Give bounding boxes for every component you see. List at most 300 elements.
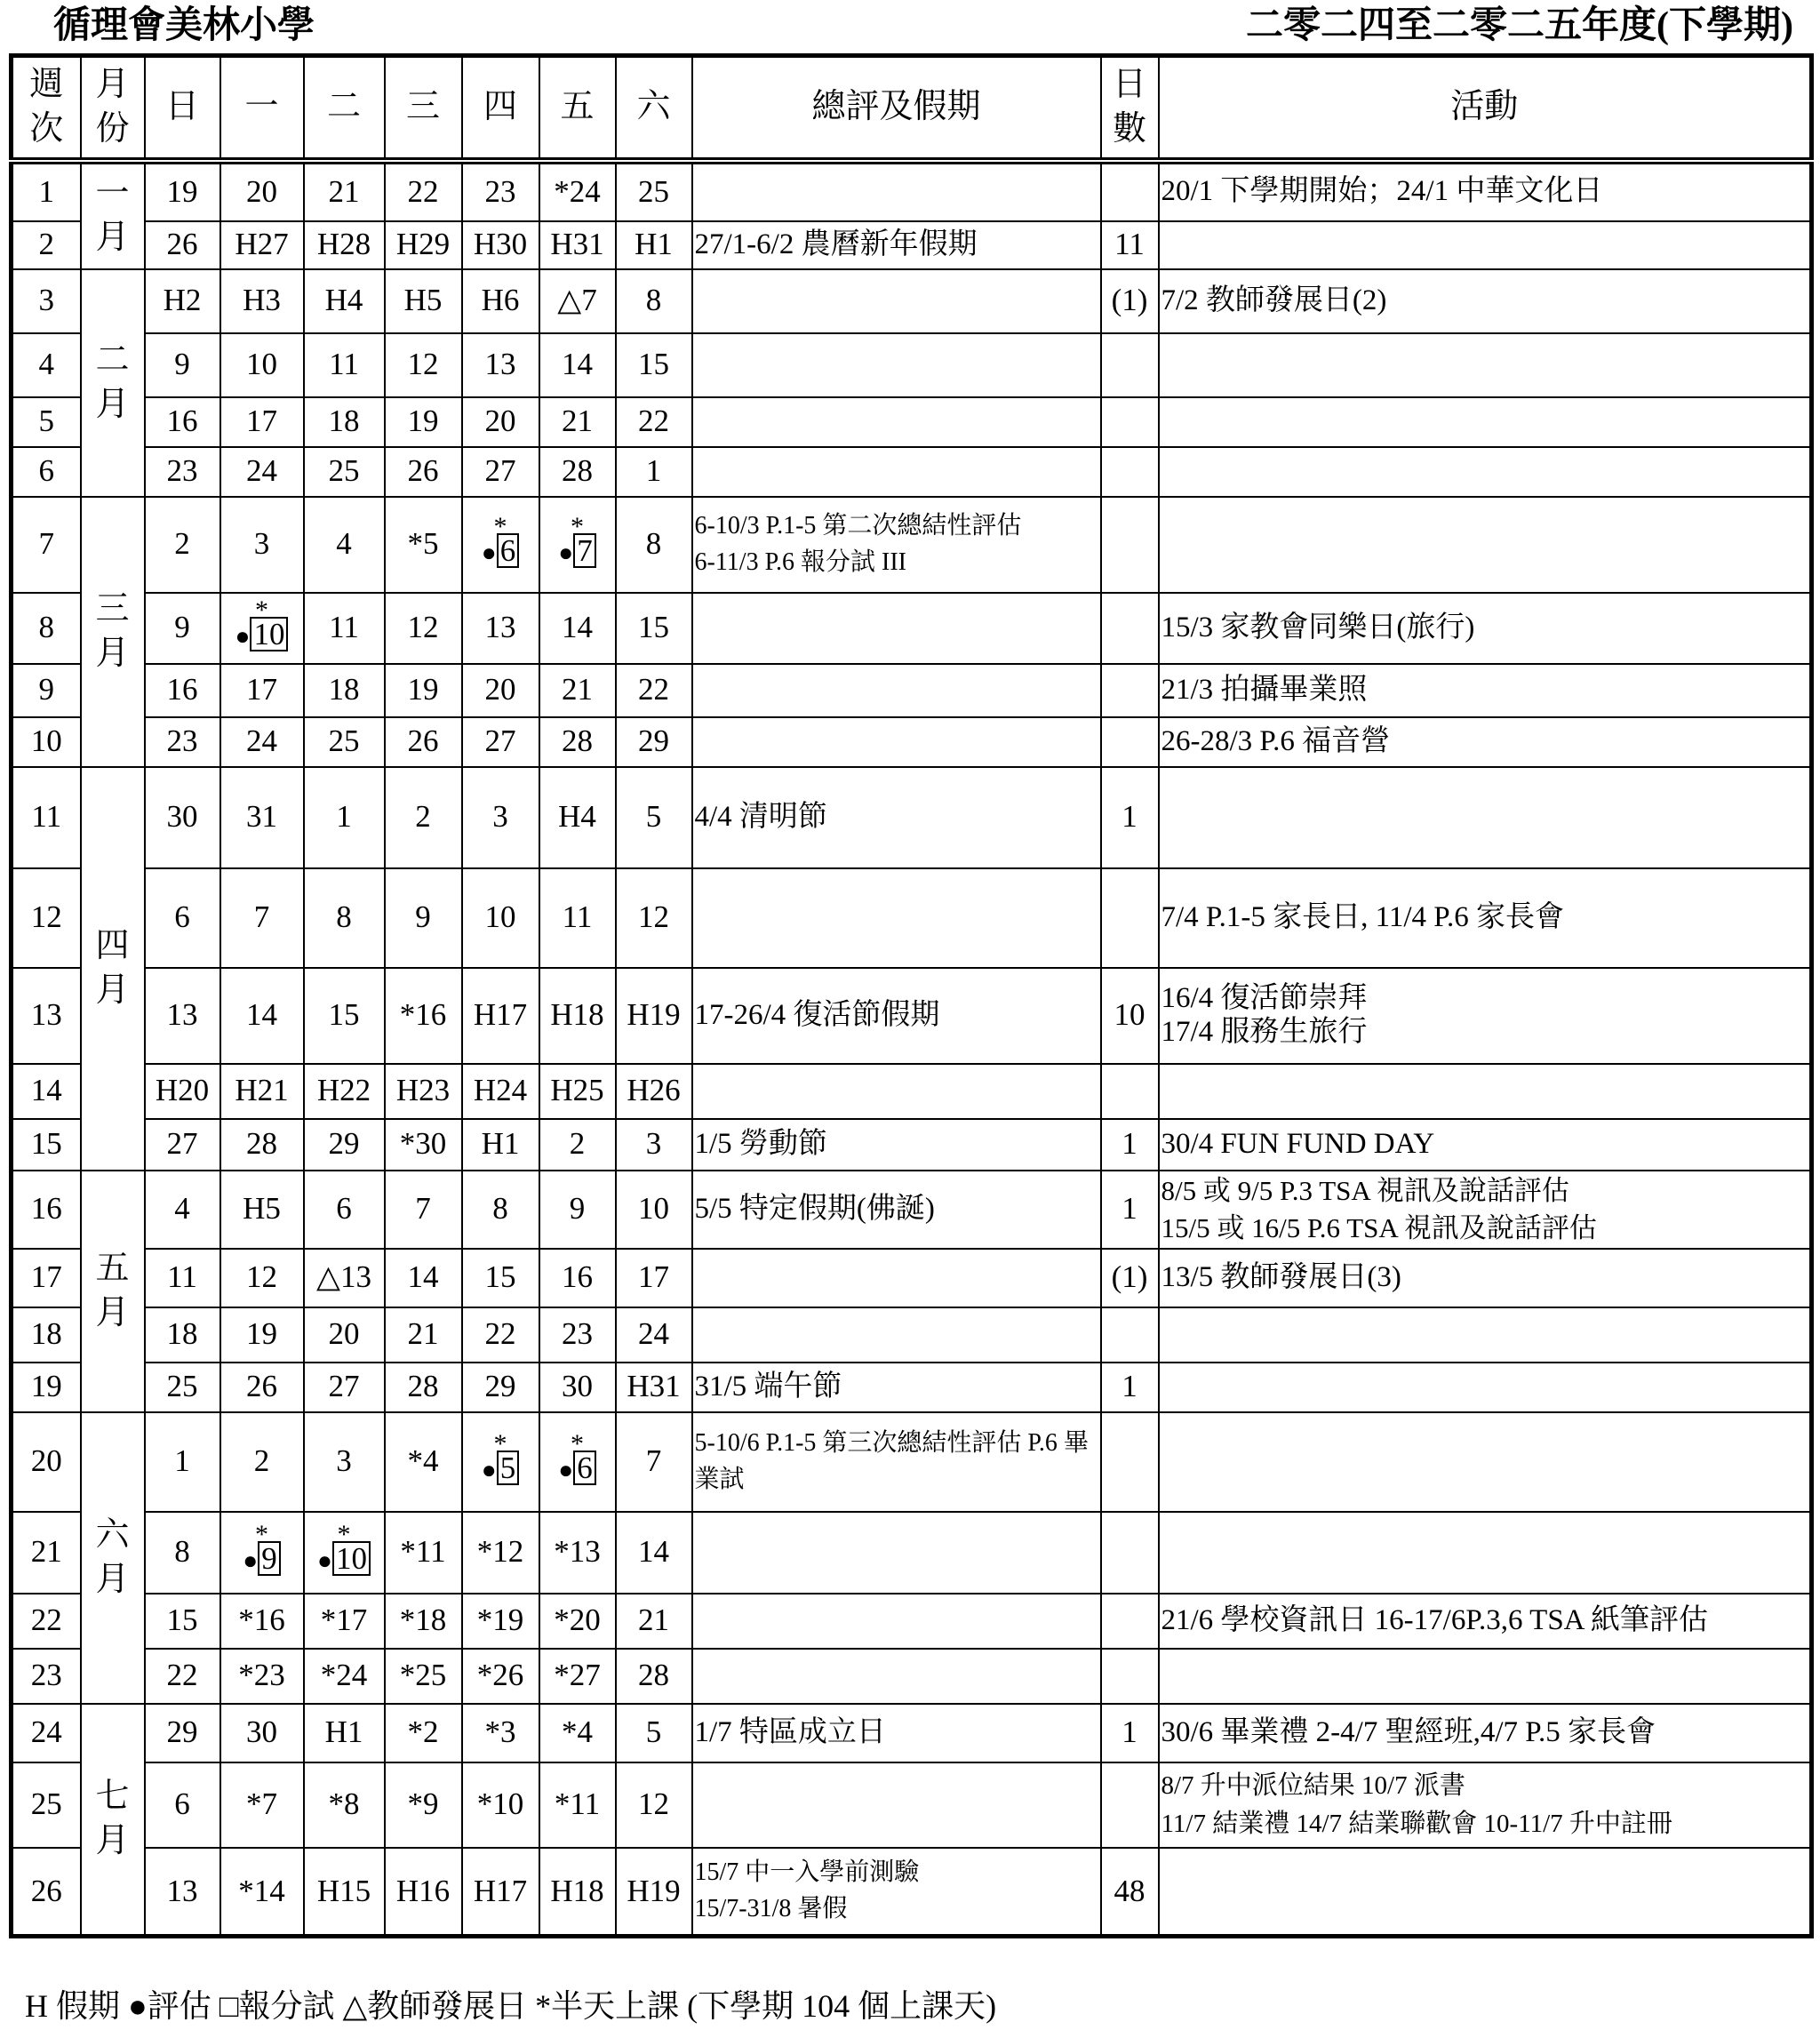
day-cell: 13: [145, 968, 220, 1064]
day-cell: *14: [220, 1848, 304, 1937]
week-row: [12, 161, 1812, 221]
day-cell: 11: [145, 1249, 220, 1307]
day-cell: 10: [220, 333, 304, 397]
day-count-cell: 10: [1101, 968, 1159, 1064]
day-cell: 1: [145, 1412, 220, 1512]
day-cell: 1: [304, 767, 385, 868]
day-cell: 28: [539, 447, 616, 497]
week-row: [12, 1594, 1812, 1649]
day-cell: 22: [385, 161, 462, 221]
day-cell: 8: [616, 269, 692, 333]
day-count-cell: [1101, 593, 1159, 664]
month-label: [81, 497, 145, 767]
day-cell: H17: [462, 968, 539, 1064]
day-cell: 19: [220, 1307, 304, 1363]
day-count-cell: 1: [1101, 1119, 1159, 1171]
assessment-marker: ●: [235, 623, 251, 651]
remarks-cell: 1/7 特區成立日: [692, 1704, 1101, 1762]
week-number: 25: [12, 1762, 81, 1848]
week-row: [12, 664, 1812, 717]
day-cell: H24: [462, 1064, 539, 1119]
day-cell: H22: [304, 1064, 385, 1119]
day-cell: 28: [616, 1649, 692, 1704]
week-number: 6: [12, 447, 81, 497]
day-cell: 22: [616, 397, 692, 447]
week-number: 9: [12, 664, 81, 717]
day-cell: 16: [145, 397, 220, 447]
day-cell: 25: [145, 1363, 220, 1412]
day-cell: *9: [385, 1762, 462, 1848]
day-cell: 3: [616, 1119, 692, 1171]
day-cell: H18: [539, 1848, 616, 1937]
day-cell: 15: [304, 968, 385, 1064]
day-cell: 27: [462, 447, 539, 497]
day-cell: 17: [616, 1249, 692, 1307]
assessment-marker: ●: [558, 539, 574, 568]
week-row: [12, 1762, 1812, 1848]
day-count-cell: [1101, 717, 1159, 767]
day-cell: H19: [616, 968, 692, 1064]
remarks-cell: [692, 269, 1101, 333]
day-cell: [539, 497, 616, 593]
day-cell: *3: [462, 1704, 539, 1762]
day-cell: 13: [462, 593, 539, 664]
week-row: [12, 333, 1812, 397]
day-cell: 11: [539, 868, 616, 968]
month-text: 七月: [95, 1778, 130, 1859]
day-cell: H25: [539, 1064, 616, 1119]
remarks-cell: 27/1-6/2 農曆新年假期: [692, 221, 1101, 269]
day-cell: 11: [304, 333, 385, 397]
day-cell: 25: [304, 447, 385, 497]
exam-day-box: 6: [573, 1451, 596, 1485]
week-row: [12, 717, 1812, 767]
week-row: [12, 767, 1812, 868]
day-cell: *4: [385, 1412, 462, 1512]
half-day-marker: *: [493, 1429, 507, 1459]
day-cell: H18: [539, 968, 616, 1064]
exam-day-box: 9: [258, 1541, 281, 1576]
day-cell: H29: [385, 221, 462, 269]
day-cell: 8: [616, 497, 692, 593]
day-cell: 2: [145, 497, 220, 593]
remarks-cell: [692, 664, 1101, 717]
month-header: 月份: [81, 56, 145, 161]
week-number: 24: [12, 1704, 81, 1762]
day-cell: 26: [385, 447, 462, 497]
day-cell: *23: [220, 1649, 304, 1704]
day-cell: 15: [462, 1249, 539, 1307]
day-cell: 17: [220, 397, 304, 447]
remarks-cell: 5-10/6 P.1-5 第三次總結性評估 P.6 畢業試: [692, 1412, 1101, 1512]
day-cell: 14: [539, 333, 616, 397]
day-cell: *4: [539, 1704, 616, 1762]
month-text: 一月: [95, 174, 130, 256]
half-day-marker: *: [493, 512, 507, 542]
day-cell: 21: [304, 161, 385, 221]
activities-cell: 8/5 或 9/5 P.3 TSA 視訊及說話評估 15/5 或 16/5 P.6 TSA 視訊及說話評估: [1159, 1171, 1812, 1249]
week-row: [12, 1649, 1812, 1704]
week-header: 週次: [12, 56, 81, 161]
week-number: 21: [12, 1512, 81, 1594]
month-label: [81, 767, 145, 1171]
day-cell: 23: [145, 447, 220, 497]
day-cell: 13: [145, 1848, 220, 1937]
day-cell: 8: [145, 1512, 220, 1594]
day-count-cell: [1101, 1512, 1159, 1594]
remarks-cell: [692, 161, 1101, 221]
day-cell: 7: [385, 1171, 462, 1249]
day-cell: 21: [616, 1594, 692, 1649]
day-cell: 2: [539, 1119, 616, 1171]
day-cell: 26: [385, 717, 462, 767]
day-cell: 3: [304, 1412, 385, 1512]
day-cell: *11: [539, 1762, 616, 1848]
week-row: [12, 1704, 1812, 1762]
day-cell: 10: [616, 1171, 692, 1249]
week-number: 13: [12, 968, 81, 1064]
day-header-wed: 三: [385, 56, 462, 161]
day-cell: *11: [385, 1512, 462, 1594]
day-cell: 25: [616, 161, 692, 221]
day-cell: H16: [385, 1848, 462, 1937]
remarks-cell: 1/5 勞動節: [692, 1119, 1101, 1171]
day-cell: 9: [539, 1171, 616, 1249]
day-cell: *10: [462, 1762, 539, 1848]
week-row: [12, 968, 1812, 1064]
activities-cell: [1159, 1649, 1812, 1704]
day-cell: H5: [385, 269, 462, 333]
week-number: 5: [12, 397, 81, 447]
week-row: [12, 1119, 1812, 1171]
half-day-marker: *: [571, 512, 584, 542]
half-day-marker: *: [255, 1520, 268, 1550]
day-cell: 15: [616, 333, 692, 397]
day-count-cell: [1101, 1064, 1159, 1119]
day-cell: 19: [145, 161, 220, 221]
day-cell: 28: [539, 717, 616, 767]
day-count-cell: 1: [1101, 767, 1159, 868]
day-cell: H19: [616, 1848, 692, 1937]
legend: H 假期 ●評估 □報分試 △教師發展日 *半天上課 (下學期 104 個上課天): [25, 1988, 997, 2024]
remarks-cell: [692, 1512, 1101, 1594]
day-cell: 6: [145, 1762, 220, 1848]
day-count-cell: [1101, 397, 1159, 447]
day-cell: 4: [304, 497, 385, 593]
month-text: 六月: [95, 1516, 130, 1598]
day-cell: H15: [304, 1848, 385, 1937]
week-row: [12, 497, 1812, 593]
week-number: 10: [12, 717, 81, 767]
day-cell: 7: [220, 868, 304, 968]
exam-day-box: 5: [497, 1451, 520, 1485]
day-cell: 20: [462, 664, 539, 717]
day-cell: 9: [145, 333, 220, 397]
day-cell: H30: [462, 221, 539, 269]
day-cell: 8: [462, 1171, 539, 1249]
day-count-cell: [1101, 1762, 1159, 1848]
activities-cell: 16/4 復活節崇拜 17/4 服務生旅行: [1159, 968, 1812, 1064]
activities-cell: [1159, 221, 1812, 269]
remarks-cell: [692, 397, 1101, 447]
week-number: 4: [12, 333, 81, 397]
half-day-marker: *: [337, 1520, 351, 1550]
remarks-cell: [692, 1064, 1101, 1119]
month-label: [81, 269, 145, 497]
calendar-body: [12, 161, 1812, 1937]
assessment-marker: ●: [481, 1457, 497, 1485]
day-count-cell: 1: [1101, 1363, 1159, 1412]
remarks-cell: [692, 1249, 1101, 1307]
day-cell: H31: [616, 1363, 692, 1412]
activities-cell: [1159, 497, 1812, 593]
activities-cell: [1159, 1307, 1812, 1363]
day-cell: 31: [220, 767, 304, 868]
activities-cell: 30/4 FUN FUND DAY: [1159, 1119, 1812, 1171]
day-cell: 29: [616, 717, 692, 767]
activities-cell: [1159, 1848, 1812, 1937]
remarks-cell: [692, 868, 1101, 968]
remarks-cell: [692, 1762, 1101, 1848]
day-cell: 29: [462, 1363, 539, 1412]
day-cell: 8: [304, 868, 385, 968]
day-cell: H28: [304, 221, 385, 269]
day-count-cell: [1101, 1594, 1159, 1649]
day-cell: 20: [462, 397, 539, 447]
school-name: 循理會美林小學: [53, 5, 315, 46]
day-count-cell: [1101, 664, 1159, 717]
day-cell: 30: [539, 1363, 616, 1412]
day-cell: H23: [385, 1064, 462, 1119]
activities-cell: [1159, 333, 1812, 397]
month-text: 二月: [95, 341, 130, 423]
day-count-cell: 11: [1101, 221, 1159, 269]
week-number: 17: [12, 1249, 81, 1307]
day-cell: *17: [304, 1594, 385, 1649]
week-number: 1: [12, 161, 81, 221]
day-cell: 16: [145, 664, 220, 717]
day-cell: H1: [304, 1704, 385, 1762]
day-cell: H31: [539, 221, 616, 269]
assessment-marker: ●: [558, 1457, 574, 1485]
week-row: [12, 397, 1812, 447]
day-cell: 20: [304, 1307, 385, 1363]
assessment-marker: ●: [481, 539, 497, 568]
day-count-cell: [1101, 497, 1159, 593]
day-cell: *2: [385, 1704, 462, 1762]
activities-cell: 30/6 畢業禮 2-4/7 聖經班,4/7 P.5 家長會: [1159, 1704, 1812, 1762]
day-cell: 12: [616, 868, 692, 968]
activities-cell: 21/3 拍攝畢業照: [1159, 664, 1812, 717]
activities-cell: [1159, 1363, 1812, 1412]
count-header: 日數: [1101, 56, 1159, 161]
day-count-cell: [1101, 1412, 1159, 1512]
week-row: [12, 868, 1812, 968]
day-cell: 14: [385, 1249, 462, 1307]
activities-cell: [1159, 397, 1812, 447]
day-cell: H21: [220, 1064, 304, 1119]
day-cell: 22: [145, 1649, 220, 1704]
week-number: 7: [12, 497, 81, 593]
week-number: 16: [12, 1171, 81, 1249]
remarks-cell: [692, 717, 1101, 767]
week-number: 8: [12, 593, 81, 664]
day-cell: 21: [385, 1307, 462, 1363]
month-label: [81, 1412, 145, 1704]
day-cell: *26: [462, 1649, 539, 1704]
day-cell: H20: [145, 1064, 220, 1119]
day-cell: 11: [304, 593, 385, 664]
month-label: [81, 1704, 145, 1937]
week-number: 3: [12, 269, 81, 333]
day-cell: 9: [145, 593, 220, 664]
day-header-fri: 五: [539, 56, 616, 161]
day-header-thu: 四: [462, 56, 539, 161]
day-cell: *30: [385, 1119, 462, 1171]
day-cell: 27: [145, 1119, 220, 1171]
day-count-cell: [1101, 333, 1159, 397]
activities-cell: 21/6 學校資訊日 16-17/6P.3,6 TSA 紙筆評估: [1159, 1594, 1812, 1649]
week-number: 2: [12, 221, 81, 269]
day-cell: 2: [385, 767, 462, 868]
day-cell: 12: [385, 333, 462, 397]
day-cell: 24: [616, 1307, 692, 1363]
day-cell: 25: [304, 717, 385, 767]
day-cell: *16: [220, 1594, 304, 1649]
day-cell: H2: [145, 269, 220, 333]
day-count-cell: [1101, 868, 1159, 968]
activities-cell: [1159, 1512, 1812, 1594]
activities-cell: 8/7 升中派位結果 10/7 派書 11/7 結業禮 14/7 結業聯歡會 10-11/7 升中註冊: [1159, 1762, 1812, 1848]
day-cell: 27: [304, 1363, 385, 1412]
day-cell: *24: [539, 161, 616, 221]
day-cell: 28: [220, 1119, 304, 1171]
week-row: [12, 1064, 1812, 1119]
week-row: [12, 447, 1812, 497]
week-number: 15: [12, 1119, 81, 1171]
day-cell: *5: [385, 497, 462, 593]
activities-cell: [1159, 1064, 1812, 1119]
day-cell: 30: [145, 767, 220, 868]
week-row: [12, 1412, 1812, 1512]
day-cell: 4: [145, 1171, 220, 1249]
day-header-sat: 六: [616, 56, 692, 161]
day-cell: H1: [616, 221, 692, 269]
month-text: 五月: [95, 1250, 130, 1331]
activities-cell: 7/2 教師發展日(2): [1159, 269, 1812, 333]
day-cell: H6: [462, 269, 539, 333]
day-cell: [462, 1412, 539, 1512]
day-cell: 6: [145, 868, 220, 968]
week-number: 22: [12, 1594, 81, 1649]
day-cell: 15: [145, 1594, 220, 1649]
day-count-cell: [1101, 1307, 1159, 1363]
day-cell: 15: [616, 593, 692, 664]
exam-day-box: 10: [332, 1541, 371, 1576]
day-cell: 10: [462, 868, 539, 968]
day-cell: *7: [220, 1762, 304, 1848]
day-cell: [462, 497, 539, 593]
remarks-cell: [692, 1307, 1101, 1363]
week-number: 23: [12, 1649, 81, 1704]
day-cell: 12: [616, 1762, 692, 1848]
week-row: [12, 1171, 1812, 1249]
day-cell: 14: [616, 1512, 692, 1594]
day-cell: 22: [616, 664, 692, 717]
day-cell: 24: [220, 447, 304, 497]
day-cell: *24: [304, 1649, 385, 1704]
day-cell: 28: [385, 1363, 462, 1412]
day-count-cell: [1101, 1649, 1159, 1704]
school-calendar-table: [9, 53, 1814, 1938]
day-cell: 18: [304, 664, 385, 717]
remarks-cell: 6-10/3 P.1-5 第二次總結性評估 6-11/3 P.6 報分試 III: [692, 497, 1101, 593]
half-day-marker: *: [571, 1429, 584, 1459]
month-label: [81, 161, 145, 269]
day-cell: 17: [220, 664, 304, 717]
month-label: [81, 1171, 145, 1412]
exam-day-box: 7: [573, 533, 596, 568]
month-text: 四月: [95, 927, 130, 1009]
day-cell: 13: [462, 333, 539, 397]
day-cell: 12: [385, 593, 462, 664]
day-cell: 2: [220, 1412, 304, 1512]
week-row: [12, 269, 1812, 333]
remarks-cell: 31/5 端午節: [692, 1363, 1101, 1412]
day-cell: 3: [220, 497, 304, 593]
day-cell: 16: [539, 1249, 616, 1307]
day-cell: 26: [145, 221, 220, 269]
week-number: 14: [12, 1064, 81, 1119]
remarks-cell: 17-26/4 復活節假期: [692, 968, 1101, 1064]
remarks-cell: [692, 1594, 1101, 1649]
activities-cell: 20/1 下學期開始；24/1 中華文化日: [1159, 161, 1812, 221]
month-text: 三月: [95, 590, 130, 672]
day-cell: 22: [462, 1307, 539, 1363]
day-cell: 6: [304, 1171, 385, 1249]
day-cell: H1: [462, 1119, 539, 1171]
day-cell: H4: [539, 767, 616, 868]
header-row: [12, 56, 1812, 161]
day-count-cell: [1101, 161, 1159, 221]
day-cell: H3: [220, 269, 304, 333]
day-cell: *8: [304, 1762, 385, 1848]
day-cell: *12: [462, 1512, 539, 1594]
day-cell: *20: [539, 1594, 616, 1649]
day-cell: 21: [539, 664, 616, 717]
day-cell: [220, 593, 304, 664]
activities-cell: 7/4 P.1-5 家長日, 11/4 P.6 家長會: [1159, 868, 1812, 968]
day-cell: 29: [304, 1119, 385, 1171]
assessment-marker: ●: [243, 1547, 259, 1576]
day-cell: H5: [220, 1171, 304, 1249]
day-count-cell: (1): [1101, 269, 1159, 333]
day-cell: *16: [385, 968, 462, 1064]
day-cell: 18: [304, 397, 385, 447]
week-row: [12, 1249, 1812, 1307]
day-cell: 1: [616, 447, 692, 497]
activities-cell: [1159, 767, 1812, 868]
day-cell: H4: [304, 269, 385, 333]
day-cell: 18: [145, 1307, 220, 1363]
day-cell: *13: [539, 1512, 616, 1594]
day-cell: 24: [220, 717, 304, 767]
day-cell: 14: [220, 968, 304, 1064]
day-count-cell: 1: [1101, 1704, 1159, 1762]
half-day-marker: *: [255, 595, 268, 626]
activities-cell: 15/3 家教會同樂日(旅行): [1159, 593, 1812, 664]
week-row: [12, 1512, 1812, 1594]
